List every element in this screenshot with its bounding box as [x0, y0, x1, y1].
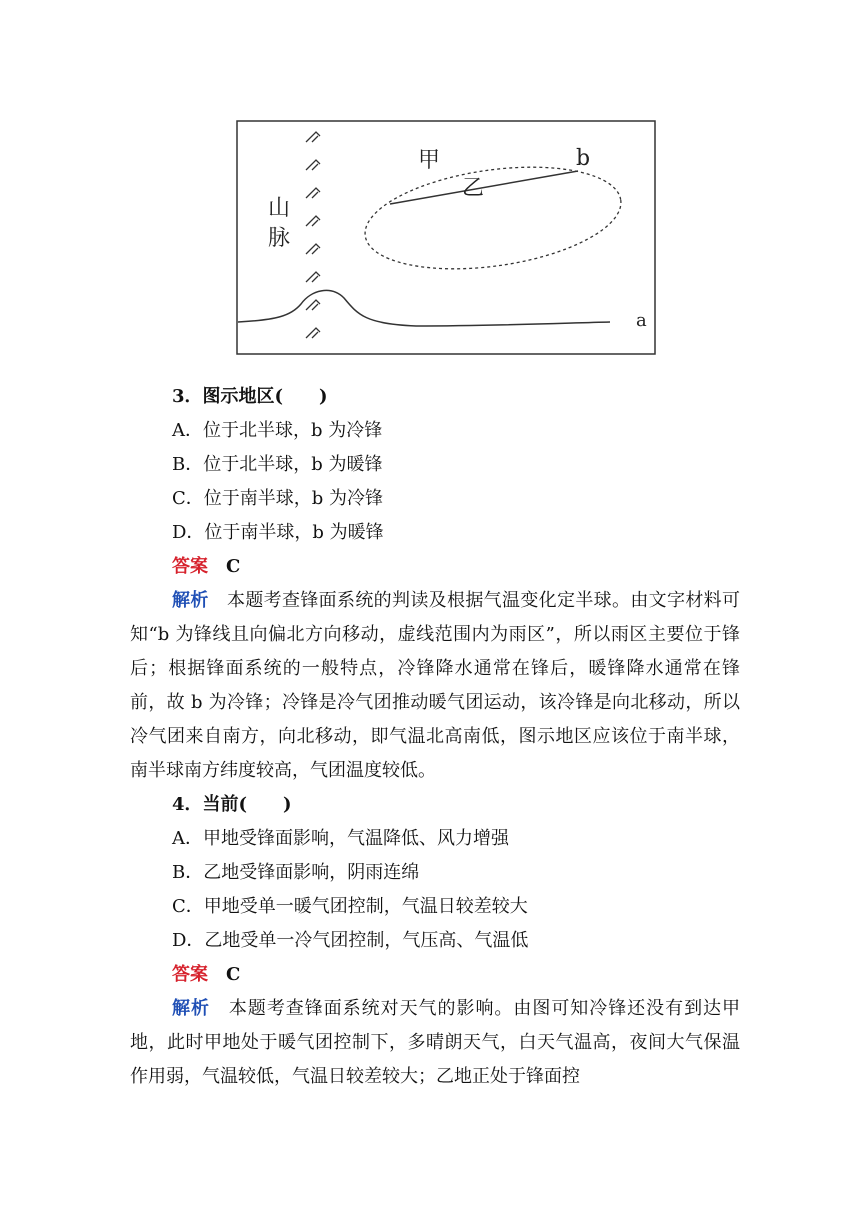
q3-answer-label: 答案 — [172, 556, 208, 577]
label-b: b — [576, 146, 591, 171]
q3-option-d: D．位于南半球，b 为暖锋 — [172, 522, 384, 543]
diagram-frame — [237, 121, 655, 354]
q4-answer-row — [130, 958, 740, 992]
q3-analysis-text: 本题考查锋面系统的判读及根据气温变化定半球。由文字材料可知“b 为锋线且向偏北方向移动，虚线范围内为雨区”，所以雨区主要位于锋后；根据锋面系统的一般特点，冷锋降水通常在锋后，暖锋降水通常在锋前，故 b 为冷锋；冷锋是冷气团推动暖气团运动，该冷锋是向北移动，所以冷气团来自南方，向北移动，即气温北高南低，图示地区应该位于南半球，南半球南方纬度较高，气团温度较低。 — [130, 590, 741, 781]
mountain-range-symbols — [306, 132, 320, 338]
question-content — [130, 380, 740, 1094]
q3-answer-row — [130, 550, 740, 584]
q3-answer-value: C — [226, 556, 241, 577]
q4-analysis-text: 本题考查锋面系统对天气的影响。由图可知冷锋还没有到达甲地，此时甲地处于暖气团控制下，多晴朗天气，白天气温高，夜间大气保温作用弱，气温较低，气温日较差较大；乙地正处于锋面控 — [130, 998, 741, 1087]
rain-area-dashed-ellipse — [359, 153, 628, 284]
q3-option-b: B．位于北半球，b 为暖锋 — [172, 454, 383, 475]
q3-analysis-label: 解析 — [172, 590, 209, 611]
label-yi: 乙 — [462, 176, 485, 201]
label-shanmai-1: 山 — [268, 196, 291, 221]
q4-stem: 4．当前( ) — [172, 794, 292, 815]
q4-analysis-label: 解析 — [172, 998, 210, 1019]
q3-option-c: C．位于南半球，b 为冷锋 — [172, 488, 384, 509]
label-shanmai-2: 脉 — [268, 226, 291, 251]
q3-stem: 3．图示地区( ) — [172, 386, 328, 407]
label-a: a — [636, 310, 647, 331]
q4-option-d: D．乙地受单一冷气团控制，气压高、气温低 — [172, 930, 529, 951]
label-jia: 甲 — [418, 148, 441, 173]
front-diagram — [236, 120, 656, 356]
q3-option-a: A．位于北半球，b 为冷锋 — [172, 420, 383, 441]
q4-option-b: B．乙地受锋面影响，阴雨连绵 — [172, 862, 420, 883]
front-diagram-svg — [236, 120, 656, 356]
q4-answer-value: C — [226, 964, 241, 985]
q3-analysis — [130, 584, 740, 788]
curve-a — [238, 290, 610, 326]
q4-answer-label: 答案 — [172, 964, 208, 985]
q4-option-c: C．甲地受单一暖气团控制，气温日较差较大 — [172, 896, 528, 917]
q4-option-a: A．甲地受锋面影响，气温降低、风力增强 — [172, 828, 509, 849]
q4-analysis — [130, 992, 740, 1094]
